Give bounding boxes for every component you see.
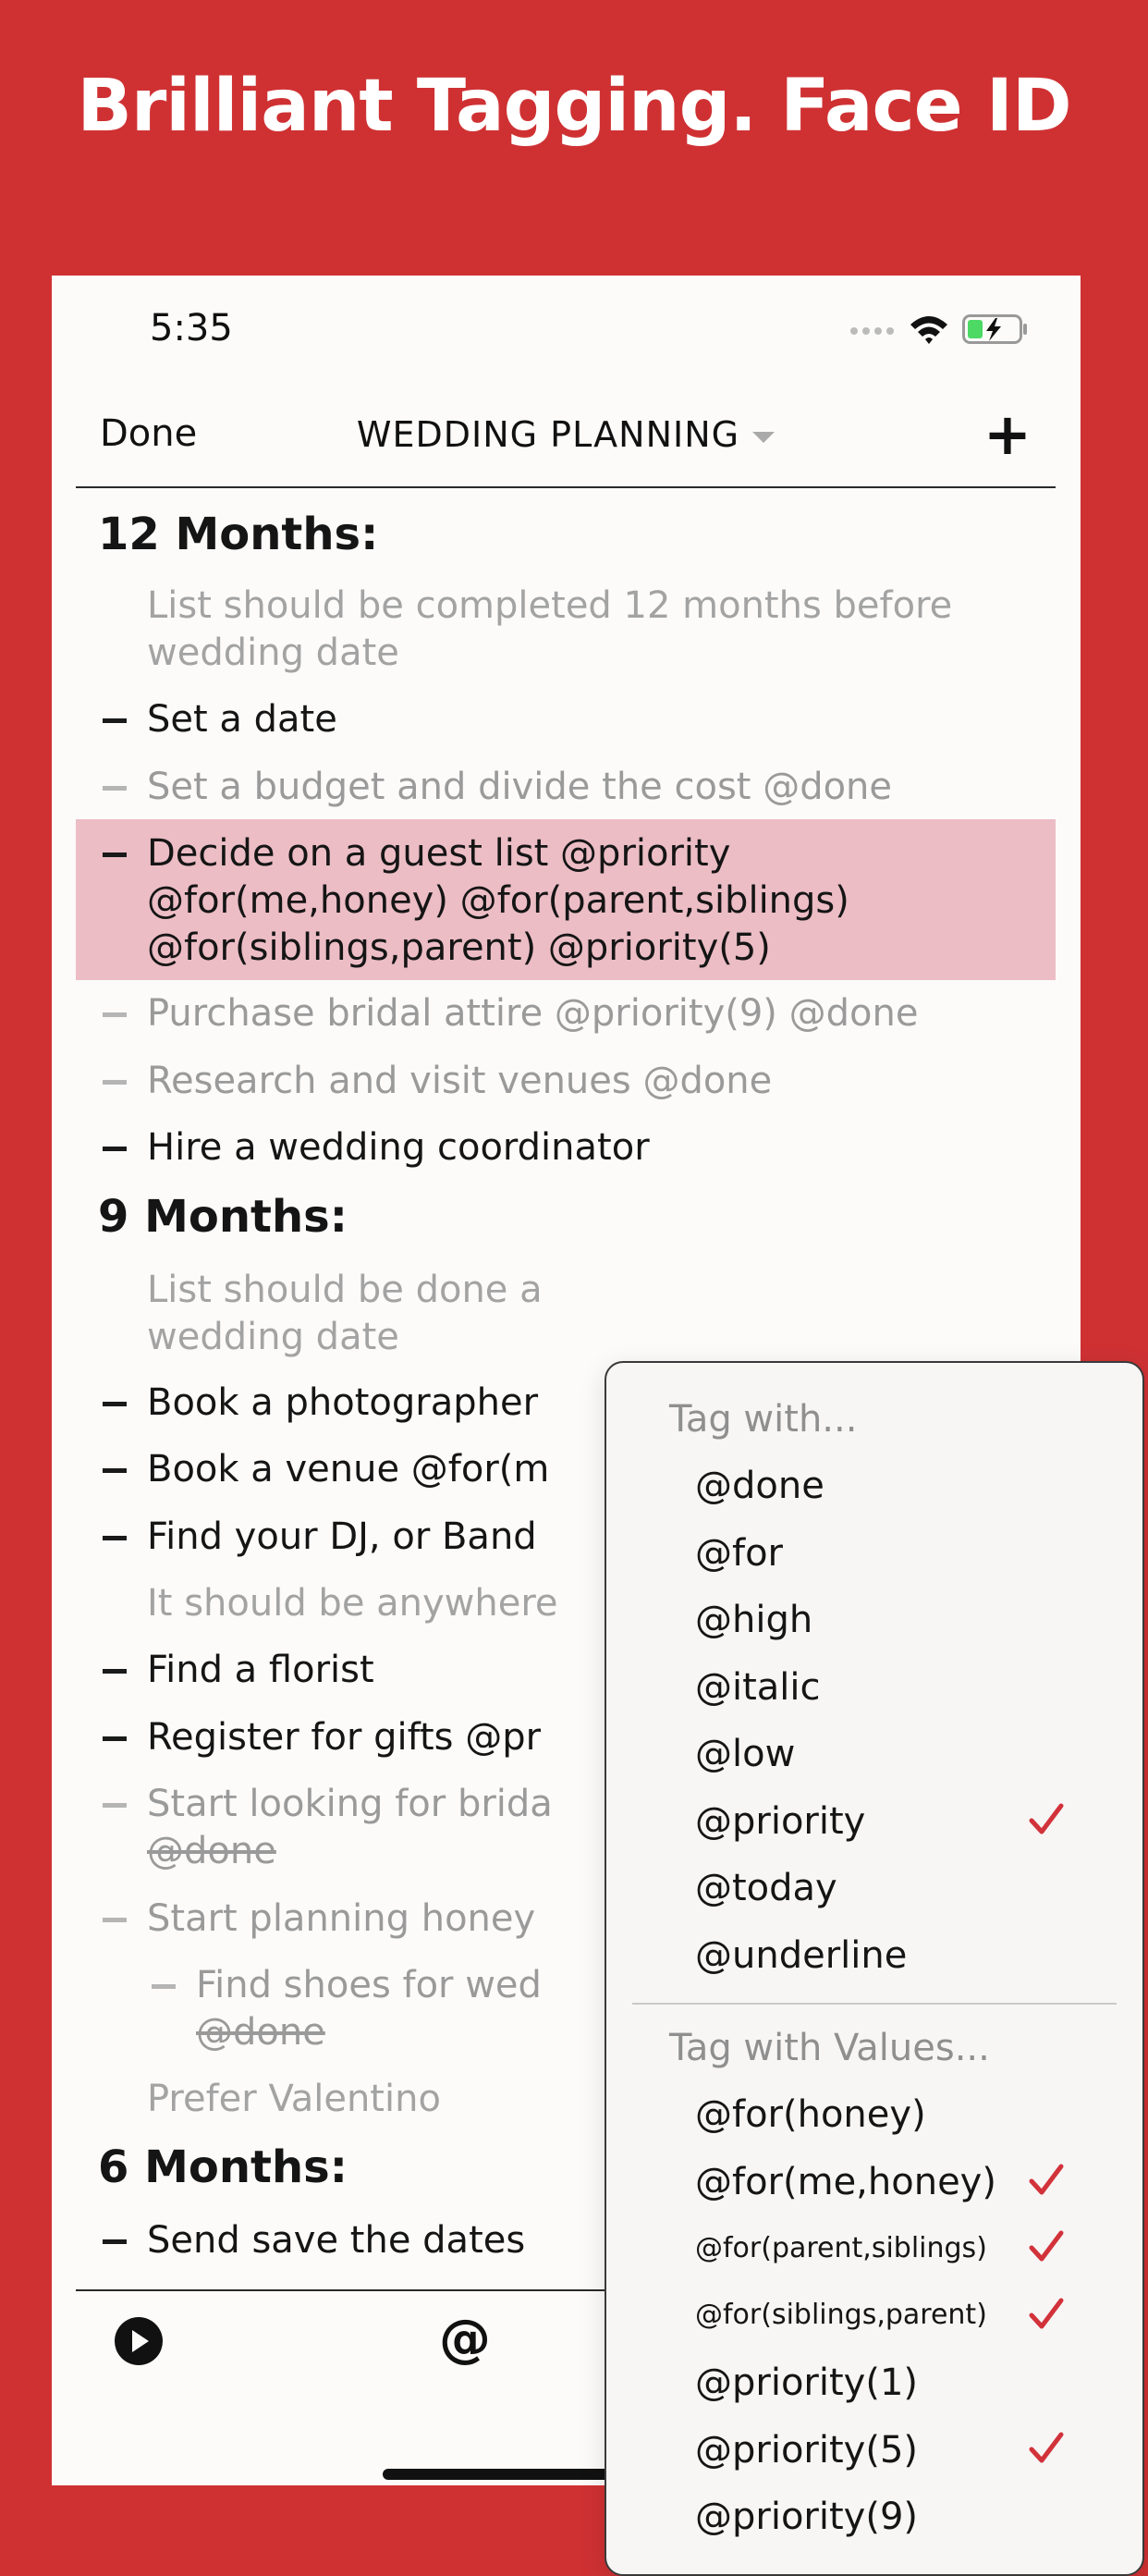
note-line[interactable]: List should be done a xyxy=(147,1269,543,1311)
task-bullet xyxy=(103,1147,127,1151)
task-bullet xyxy=(103,1918,127,1922)
note-line[interactable]: wedding date xyxy=(147,632,399,674)
task-text: Register for gifts @pr xyxy=(147,1716,542,1759)
task-bullet xyxy=(103,1536,127,1540)
task-bullet xyxy=(103,2239,127,2244)
task-text: Decide on a guest list @priority xyxy=(147,832,731,875)
task-bullet xyxy=(103,1080,127,1085)
task-text: Hire a wedding coordinator xyxy=(147,1126,650,1169)
task-bullet xyxy=(103,1012,127,1017)
checkmark-icon xyxy=(1028,2228,1065,2265)
svg-text:@: @ xyxy=(439,2309,491,2369)
add-button[interactable]: + xyxy=(983,400,1032,468)
task-text: Book a photographer xyxy=(147,1381,539,1424)
chevron-down-icon xyxy=(752,432,775,443)
battery-charging-icon xyxy=(962,313,1029,345)
task-text: Set a date xyxy=(147,698,337,741)
task-text: Set a budget and divide the cost @done xyxy=(147,766,893,808)
task-text: Send save the dates xyxy=(147,2219,526,2262)
task-bullet xyxy=(103,1669,127,1674)
heading-6-months[interactable]: 6 Months: xyxy=(98,2141,348,2193)
task-bullet xyxy=(103,1402,127,1406)
nav-bar xyxy=(76,396,1056,488)
value-tag-item[interactable]: @priority(9) xyxy=(695,2496,918,2538)
note-line[interactable]: It should be anywhere xyxy=(147,1582,558,1625)
task-bullet xyxy=(103,786,127,791)
section-header-tag-with: Tag with... xyxy=(669,1398,858,1441)
note-line[interactable]: wedding date xyxy=(147,1316,399,1358)
checkmark-icon xyxy=(1028,2296,1065,2333)
at-icon[interactable] xyxy=(436,2309,494,2369)
task-text-continued[interactable]: @for(siblings,parent) @priority(5) xyxy=(147,926,771,969)
document-title: WEDDING PLANNING xyxy=(356,414,740,455)
tag-item-high[interactable]: @high xyxy=(695,1599,813,1641)
task-text: Research and visit venues @done xyxy=(147,1060,773,1102)
value-tag-item[interactable]: @for(siblings,parent) xyxy=(695,2299,987,2331)
value-tag-item[interactable]: @priority(5) xyxy=(695,2429,918,2472)
note-line[interactable]: List should be completed 12 months before xyxy=(147,584,953,627)
task-text-continued[interactable]: @done xyxy=(196,2011,325,2054)
task-text: Start planning honey xyxy=(147,1897,536,1940)
tag-item-for[interactable]: @for xyxy=(695,1532,783,1575)
tag-item-done[interactable]: @done xyxy=(695,1465,824,1507)
task-text-continued[interactable]: @done xyxy=(147,1830,276,1872)
phone-screen xyxy=(52,276,1081,2538)
task-bullet xyxy=(103,853,127,857)
task-text: Purchase bridal attire @priority(9) @done xyxy=(147,992,919,1035)
status-icons xyxy=(849,311,1029,348)
heading-12-months[interactable]: 12 Months: xyxy=(98,509,379,560)
wifi-icon xyxy=(909,313,949,345)
tag-item-priority[interactable]: @priority xyxy=(695,1800,866,1843)
task-text: Find a florist xyxy=(147,1649,374,1691)
section-header-tag-with-values: Tag with Values... xyxy=(669,2027,990,2069)
task-text: Find your DJ, or Band xyxy=(147,1515,537,1558)
task-bullet xyxy=(103,1736,127,1741)
play-icon[interactable] xyxy=(113,2315,165,2367)
value-tag-item[interactable]: @for(parent,siblings) xyxy=(695,2232,987,2264)
task-bullet xyxy=(103,1468,127,1473)
tag-item-today[interactable]: @today xyxy=(695,1867,837,1909)
task-bullet xyxy=(152,1984,176,1989)
task-bullet xyxy=(103,1803,127,1808)
task-text: Book a venue @for(m xyxy=(147,1448,550,1490)
value-tag-item[interactable]: @for(honey) xyxy=(695,2093,926,2136)
tag-menu-popup xyxy=(605,1361,1144,2576)
banner-title: Brilliant Tagging. Face ID xyxy=(77,65,1071,148)
note-line[interactable]: Prefer Valentino xyxy=(147,2078,441,2120)
checkmark-icon xyxy=(1028,2162,1065,2199)
document-title-menu[interactable] xyxy=(76,414,1056,455)
value-tag-item[interactable]: @for(me,honey) xyxy=(695,2161,996,2203)
menu-separator xyxy=(632,2003,1117,2005)
status-time: 5:35 xyxy=(150,307,233,350)
checkmark-icon xyxy=(1028,1801,1065,1838)
tag-item-underline[interactable]: @underline xyxy=(695,1934,908,1977)
task-bullet xyxy=(103,718,127,723)
task-text: Find shoes for wed xyxy=(196,1964,542,2006)
task-text: Start looking for brida xyxy=(147,1783,553,1825)
task-text-continued[interactable]: @for(me,honey) @for(parent,siblings) xyxy=(147,879,849,922)
value-tag-item[interactable]: @priority(1) xyxy=(695,2361,918,2404)
heading-9-months[interactable]: 9 Months: xyxy=(98,1191,348,1243)
done-button[interactable]: Done xyxy=(100,412,198,455)
checkmark-icon xyxy=(1028,2430,1065,2467)
tag-item-italic[interactable]: @italic xyxy=(695,1666,821,1709)
signal-icon xyxy=(849,323,896,336)
tag-item-low[interactable]: @low xyxy=(695,1733,796,1775)
